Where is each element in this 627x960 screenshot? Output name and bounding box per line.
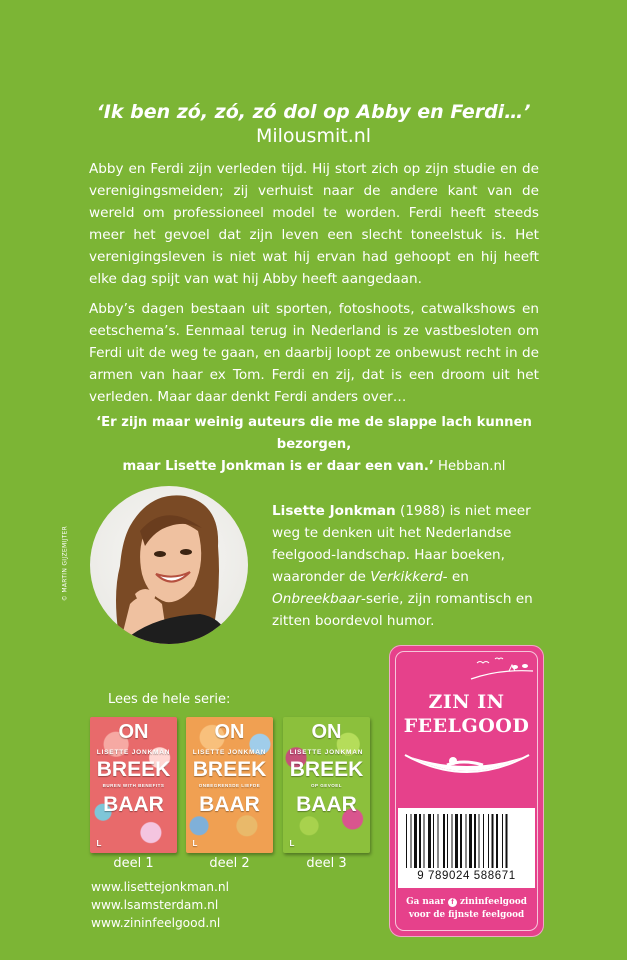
book-title-on: ON — [214, 721, 245, 743]
photo-credit — [56, 490, 70, 640]
review-source: Hebban.nl — [438, 459, 506, 474]
birds-branch-icon — [469, 655, 535, 681]
publisher-logo: L — [289, 839, 295, 848]
barcode-bar — [414, 814, 417, 868]
barcode-bar — [406, 814, 407, 868]
book-label-deel-2: deel 2 — [209, 856, 250, 871]
book-cover-deel-3[interactable] — [283, 717, 370, 853]
barcode-bar — [483, 814, 484, 868]
bio-series-1: Verkikkerd — [370, 569, 443, 585]
book-title-baar: BAAR — [199, 793, 260, 816]
hammock-icon — [403, 745, 531, 785]
bio-text-3: -serie, zijn romantisch en zitten boordevol humor. — [272, 591, 533, 629]
label-brand-line-2: FEELGOOD — [403, 715, 530, 737]
barcode-bar — [443, 814, 445, 868]
barcode-bar — [419, 814, 421, 868]
book-title-breek: BREEK — [192, 758, 267, 781]
author-bio — [272, 500, 540, 632]
book-title-on: ON — [311, 721, 342, 743]
label-brand — [389, 690, 544, 738]
photo-credit-text: © MARTIN GIJZEMIJTER — [61, 525, 69, 602]
barcode-bar — [447, 814, 448, 868]
book-cover-deel-1[interactable] — [90, 717, 177, 853]
barcode-bar — [452, 814, 453, 868]
book-title-baar: BAAR — [103, 793, 164, 816]
barcode-bar — [506, 814, 508, 868]
barcode-bar — [502, 814, 503, 868]
barcode-bar — [492, 814, 494, 868]
label-brand-line-1: ZIN IN — [428, 691, 505, 713]
footer-text-ga-naar: Ga naar — [406, 897, 445, 907]
barcode-bar — [466, 814, 467, 868]
book-title-baar: BAAR — [296, 793, 357, 816]
review-line-2: maar Lisette Jonkman is er daar een van.’ — [122, 459, 434, 474]
url-lsamsterdam[interactable]: www.lsamsterdam.nl — [91, 898, 219, 912]
barcode-bar — [488, 814, 489, 868]
footer-tagline: voor de fijnste feelgood — [408, 910, 525, 920]
barcode-bar — [496, 814, 498, 868]
book-subtitle: ONBEGRENSDE LIEFDE — [198, 783, 261, 788]
publisher-logo: L — [192, 839, 198, 848]
book-label-deel-3: deel 3 — [306, 856, 347, 871]
barcode-bar — [438, 814, 439, 868]
book-title-breek: BREEK — [289, 758, 364, 781]
zin-in-feelgood-label — [389, 645, 544, 937]
book-title-breek: BREEK — [96, 758, 171, 781]
barcode-bar — [424, 814, 425, 868]
review-line-1: ‘Er zijn maar weinig auteurs die me de slappe lach kunnen bezorgen, — [96, 415, 532, 452]
author-name: Lisette Jonkman — [272, 503, 396, 519]
book-subtitle: BUREN WITH BENEFITS — [102, 783, 165, 788]
barcode-bar — [428, 814, 431, 868]
barcode-bar — [469, 814, 472, 868]
label-footer — [389, 896, 544, 922]
barcode-bar — [474, 814, 476, 868]
review-quote — [80, 412, 548, 478]
url-zininfeelgood[interactable]: www.zininfeelgood.nl — [91, 916, 221, 930]
book-label-deel-1: deel 1 — [113, 856, 154, 871]
facebook-icon: f — [448, 898, 457, 907]
blurb-paragraph-2: Abby’s dagen bestaan uit sporten, fotoshoots, catwalkshows en eetschema’s. Eenmaal terug in Nederland is ze vastbesloten om Ferdi uit de weg te gaan, en daarbij loopt ze onbewust recht in de armen van haar ex Tom. Ferdi en zij, dat is een droom uit het verleden. Maar daar denkt Ferdi anders over… — [89, 301, 539, 405]
pull-quote: ‘Ik ben zó, zó, zó dol op Abby en Ferdi…’ — [96, 101, 531, 123]
barcode-bar — [433, 814, 434, 868]
author-photo — [90, 486, 248, 644]
book-title-on: ON — [118, 721, 149, 743]
bio-text-2: - en — [442, 569, 469, 585]
pull-quote-source: Milousmit.nl — [255, 125, 372, 147]
book-author: LISETTE JONKMAN — [289, 749, 364, 756]
isbn-number: 9 789024 588671 — [417, 870, 516, 882]
bio-series-2: Onbreekbaar — [272, 591, 362, 607]
book-cover-deel-2[interactable] — [186, 717, 273, 853]
url-lisettejonkman[interactable]: www.lisettejonkman.nl — [91, 880, 230, 894]
barcode-bar — [460, 814, 462, 868]
series-title: Lees de hele serie: — [108, 692, 231, 707]
footer-handle: zininfeelgood — [460, 897, 527, 907]
barcode-bar — [455, 814, 458, 868]
book-author: LISETTE JONKMAN — [192, 749, 267, 756]
bio-text-1: (1988) is niet meer weg te denken uit het Nederlandse feelgood-landschap. Haar boeken, waaronder de — [272, 503, 531, 585]
barcode-bar — [411, 814, 412, 868]
blurb-paragraph-1: Abby en Ferdi zijn verleden tijd. Hij stort zich op zijn studie en de verenigingsmeiden; zij verhuist naar de andere kant van de wereld om professioneel model te worden. Ferdi heeft steeds meer het gevoel dat zijn leven een slecht toneelstuk is. Het verenigingsleven is niet wat hij ervan had gehoopt en hij heeft elke dag spijt van wat hij Abby heeft aangedaan. — [89, 161, 539, 287]
book-subtitle: OP GEVOEL — [311, 783, 342, 788]
publisher-logo: L — [96, 839, 102, 848]
book-author: LISETTE JONKMAN — [96, 749, 171, 756]
barcode-bar — [479, 814, 480, 868]
barcode-icon — [406, 814, 527, 868]
barcode-box — [398, 808, 535, 888]
